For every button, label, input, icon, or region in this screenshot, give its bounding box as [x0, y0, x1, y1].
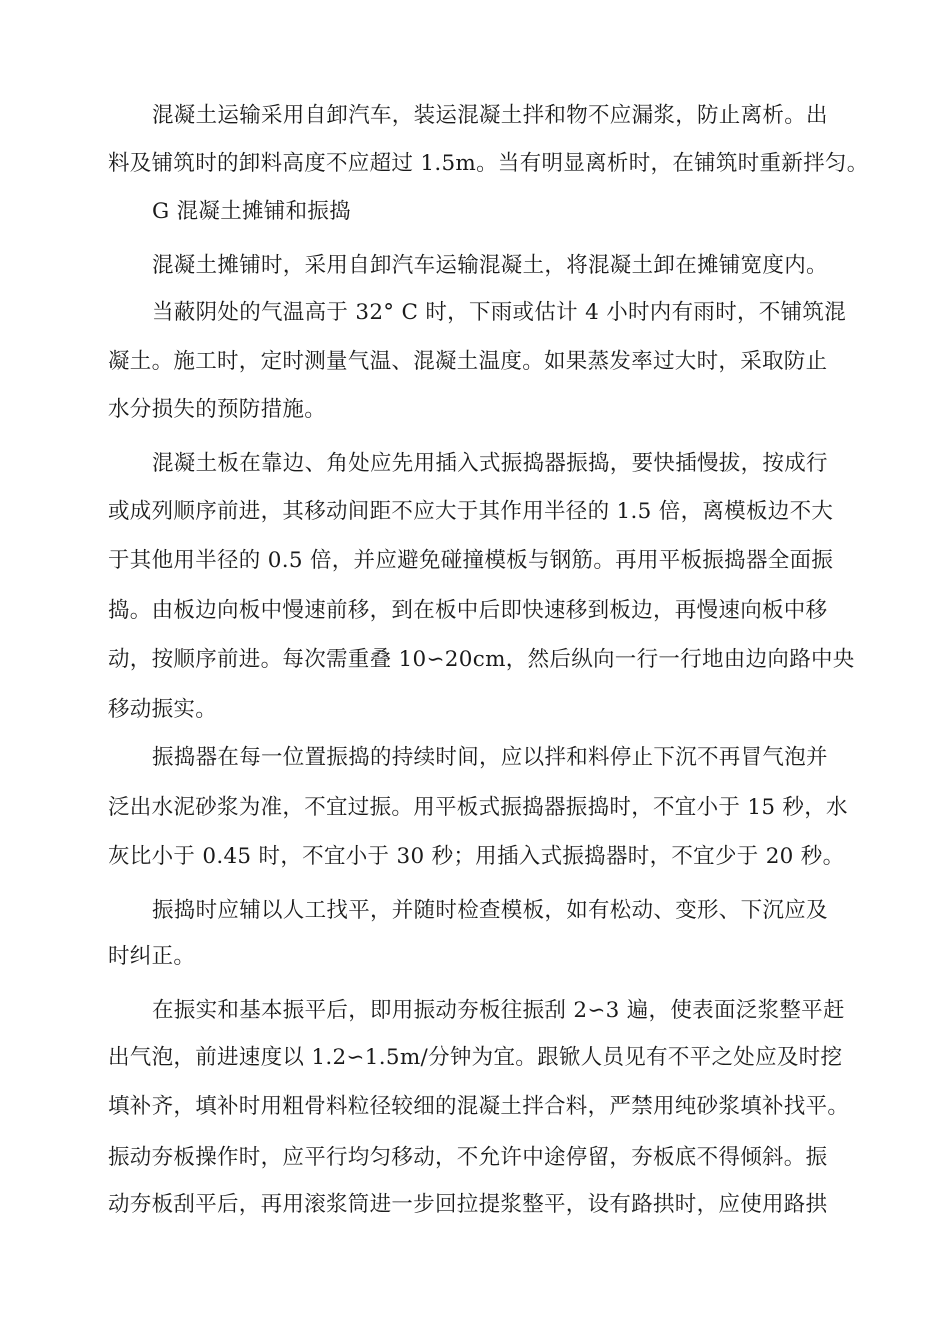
text-line: 时纠正。 [108, 944, 196, 969]
text-line: 凝土。施工时，定时测量气温、混凝土温度。如果蒸发率过大时，采取防止 [108, 349, 828, 374]
text-line: 泛出水泥砂浆为准，不宜过振。用平板式振捣器振捣时，不宜小于 15 秒，水 [108, 795, 848, 820]
text-line: 灰比小于 0.45 时，不宜小于 30 秒；用插入式振捣器时，不宜少于 20 秒。 [108, 844, 845, 869]
text-line: 料及铺筑时的卸料高度不应超过 1.5m。当有明显离析时，在铺筑时重新拌匀。 [108, 151, 869, 176]
text-line: 移动振实。 [108, 697, 218, 722]
text-line: 动夯板刮平后，再用滚浆筒进一步回拉提浆整平，设有路拱时，应使用路拱 [108, 1192, 828, 1217]
text-line: 出气泡，前进速度以 1.2∽1.5m/分钟为宜。跟锨人员见有不平之处应及时挖 [108, 1045, 843, 1070]
text-line: 在振实和基本振平后，即用振动夯板往振刮 2∽3 遍，使表面泛浆整平赶 [152, 998, 845, 1023]
text-line: 捣。由板边向板中慢速前移，到在板中后即快速移到板边，再慢速向板中移 [108, 598, 828, 623]
text-line: 于其他用半径的 0.5 倍，并应避免碰撞模板与钢筋。再用平板振捣器全面振 [108, 548, 834, 573]
text-line: 动，按顺序前进。每次需重叠 10∽20cm，然后纵向一行一行地由边向路中央 [108, 647, 855, 672]
text-line: 混凝土运输采用自卸汽车，装运混凝土拌和物不应漏浆，防止离析。出 [152, 103, 828, 128]
text-line: 或成列顺序前进，其移动间距不应大于其作用半径的 1.5 倍，离模板边不大 [108, 499, 834, 524]
text-line: 振动夯板操作时，应平行均匀移动，不允许中途停留，夯板底不得倾斜。振 [108, 1145, 828, 1170]
text-line: 混凝土板在靠边、角处应先用插入式振捣器振捣，要快插慢拔，按成行 [152, 451, 828, 476]
text-line: 振捣时应辅以人工找平，并随时检查模板，如有松动、变形、下沉应及 [152, 898, 828, 923]
section-heading: G 混凝土摊铺和振捣 [152, 199, 352, 224]
text-line: 填补齐，填补时用粗骨料粒径较细的混凝土拌合料，严禁用纯砂浆填补找平。 [108, 1094, 850, 1119]
text-line: 振捣器在每一位置振捣的持续时间，应以拌和料停止下沉不再冒气泡并 [152, 745, 828, 770]
text-line: 水分损失的预防措施。 [108, 397, 327, 422]
text-line: 混凝土摊铺时，采用自卸汽车运输混凝土，将混凝土卸在摊铺宽度内。 [152, 253, 828, 278]
text-line: 当蔽阴处的气温高于 32° C 时，下雨或估计 4 小时内有雨时，不铺筑混 [152, 300, 847, 325]
